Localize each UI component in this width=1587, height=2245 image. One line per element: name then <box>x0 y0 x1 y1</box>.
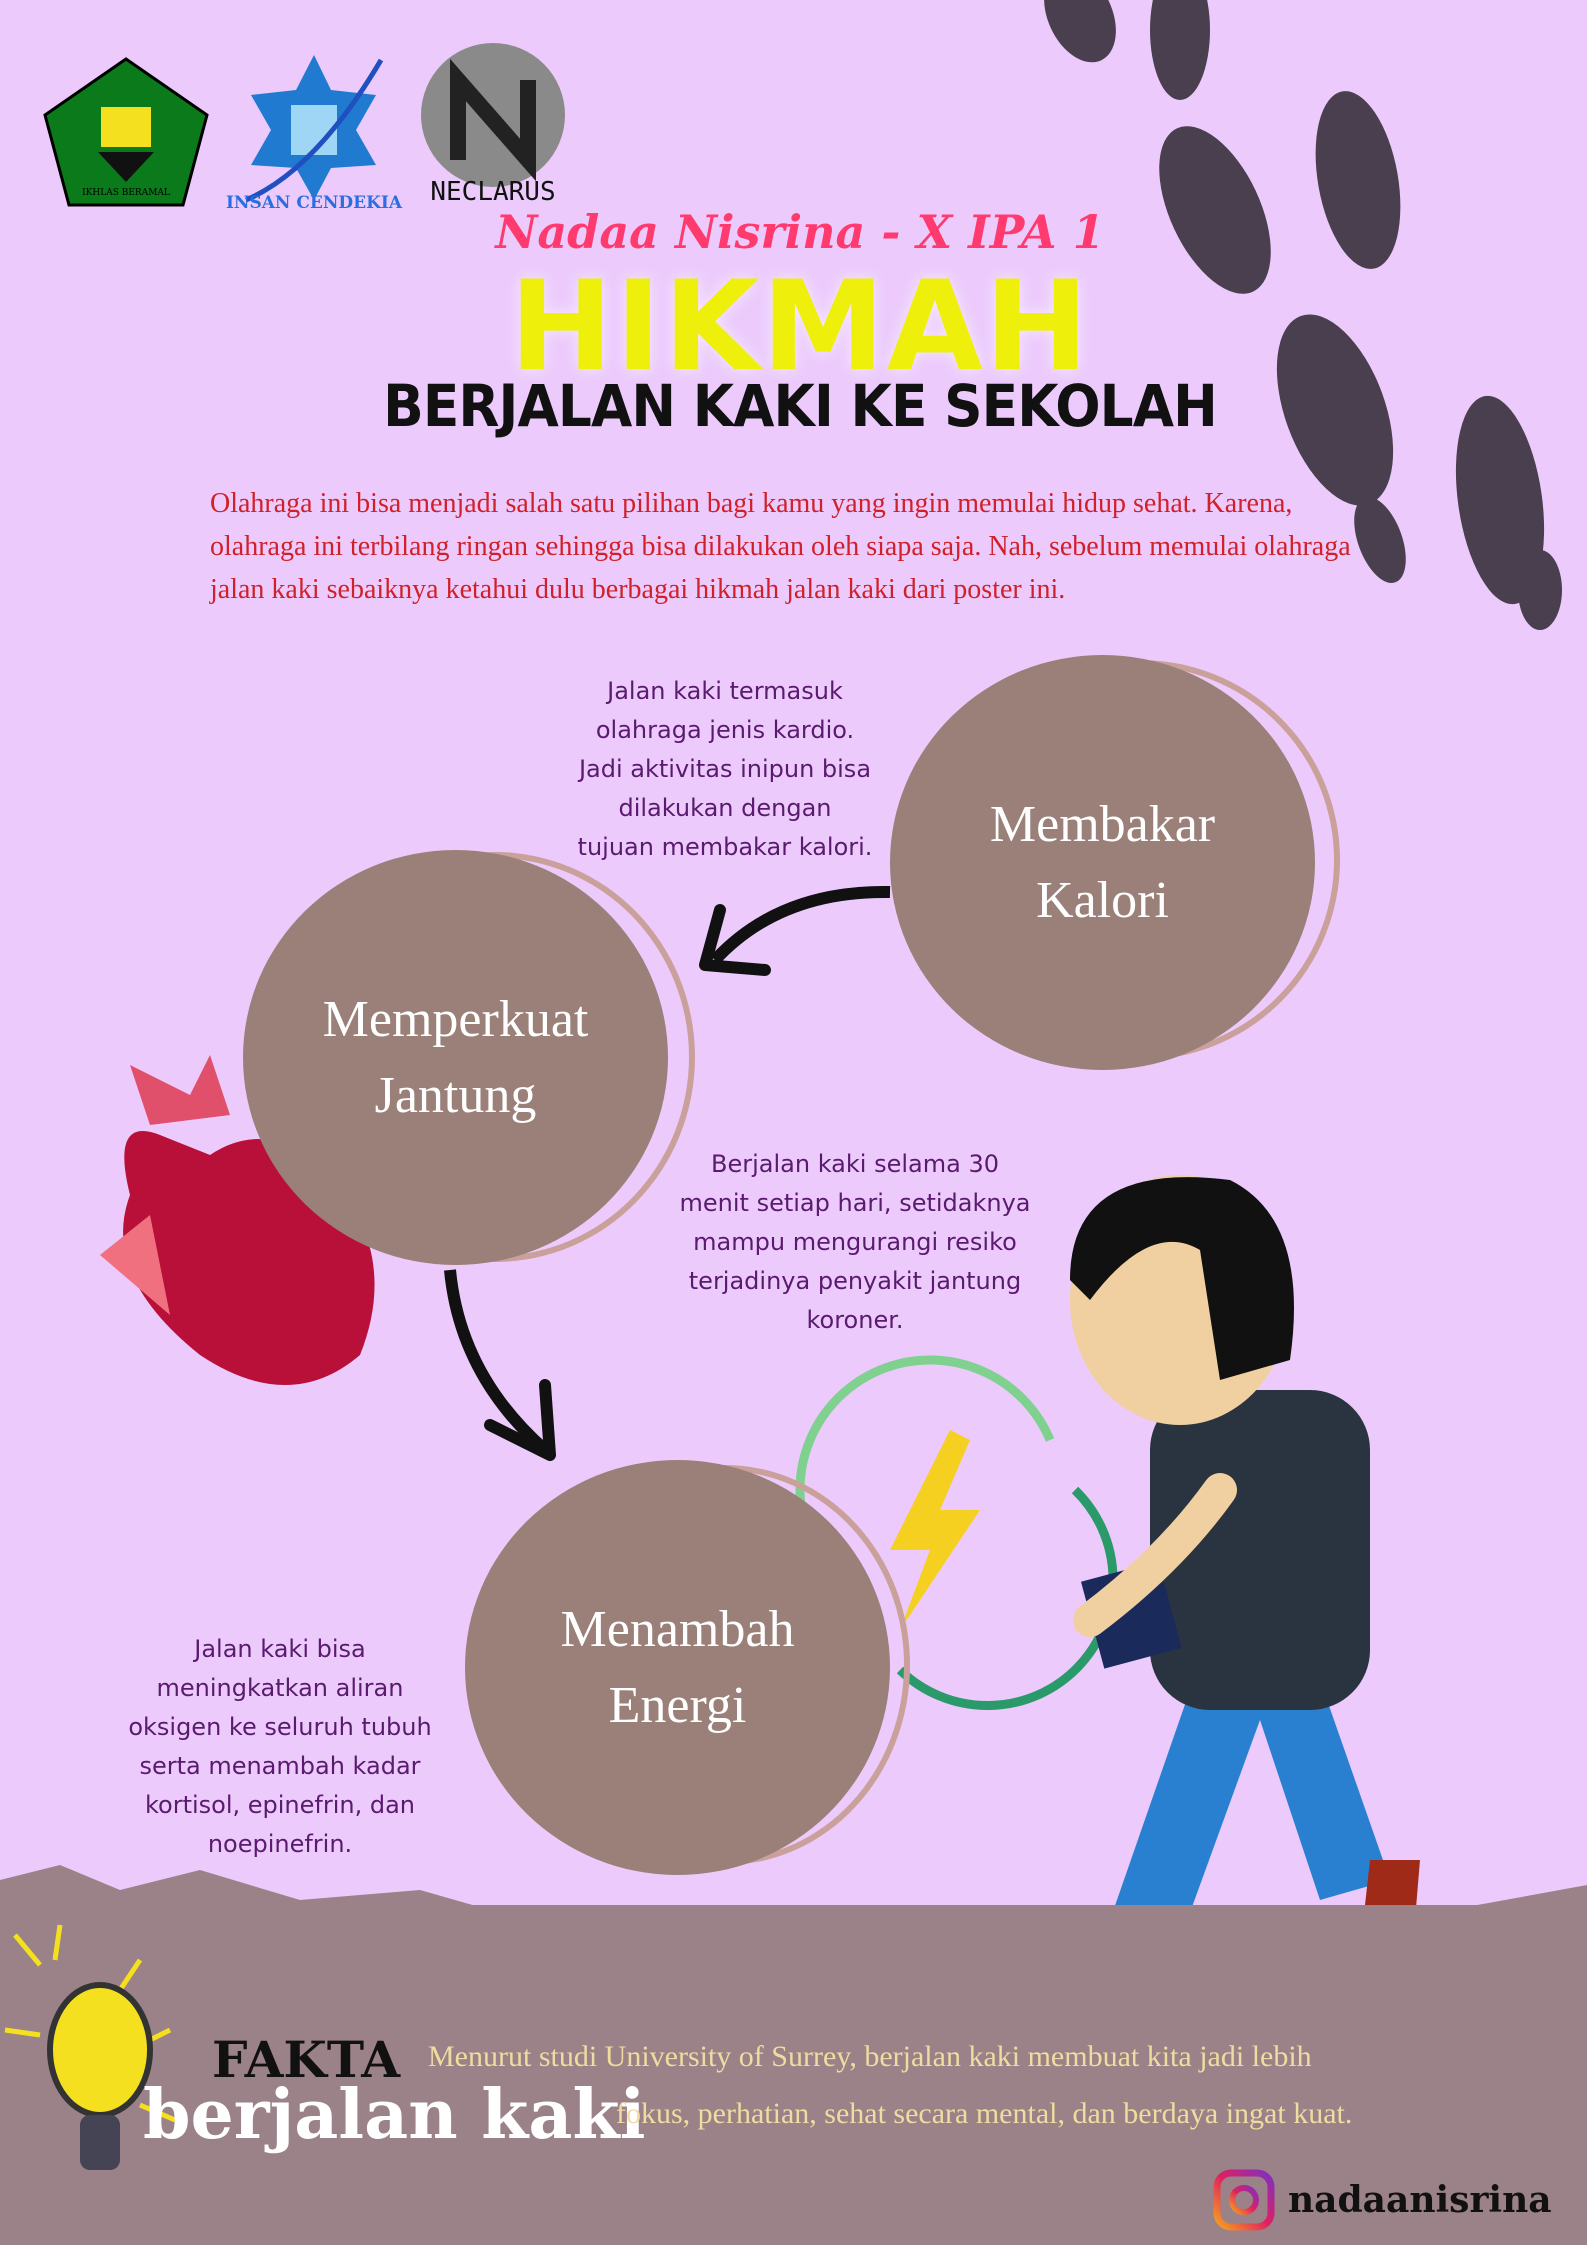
note-line: Jalan kaki bisa <box>194 1635 366 1663</box>
kemenag-logo <box>43 57 209 207</box>
benefit-menambah-energi <box>465 1460 890 1875</box>
benefit-title: Membakar <box>989 795 1216 853</box>
benefit-title: Energi <box>608 1676 747 1734</box>
instagram-username: nadaanisrina <box>1288 2179 1552 2221</box>
note-line: mampu mengurangi resiko <box>693 1228 1017 1256</box>
arrow-left-icon <box>690 870 900 980</box>
benefit-title: Memperkuat <box>322 990 589 1048</box>
author-name: Nadaa Nisrina - X IPA 1 <box>495 205 1105 259</box>
heart-note <box>650 1145 1060 1340</box>
note-line: Jadi aktivitas inipun bisa <box>578 755 872 783</box>
energy-note <box>100 1630 460 1864</box>
arrow-down-icon <box>440 1265 570 1465</box>
note-line: dilakukan dengan <box>618 794 832 822</box>
fact-line: Menurut studi University of Surrey, berjalan kaki membuat kita jadi lebih <box>428 2040 1312 2073</box>
note-line: meningkatkan aliran <box>156 1674 404 1702</box>
note-line: olahraga jenis kardio. <box>595 716 855 744</box>
note-line: Jalan kaki termasuk <box>607 677 843 705</box>
benefit-membakar-kalori <box>890 655 1315 1070</box>
fact-label: FAKTA <box>212 2030 401 2089</box>
note-line: menit setiap hari, setidaknya <box>679 1189 1031 1217</box>
instagram-handle[interactable] <box>1214 2170 1552 2230</box>
benefit-title: Jantung <box>374 1066 537 1124</box>
benefit-memperkuat-jantung <box>243 850 668 1265</box>
walking-student-illustration <box>1030 1160 1450 1980</box>
instagram-icon <box>1214 2170 1274 2230</box>
page-title: HIKMAH <box>509 255 1091 399</box>
svg-text:IKHLAS BERAMAL: IKHLAS BERAMAL <box>82 188 170 198</box>
svg-text:INSAN CENDEKIA: INSAN CENDEKIA <box>225 193 403 213</box>
torn-paper-edge <box>0 1860 1587 1930</box>
note-line: kortisol, epinefrin, dan <box>144 1791 416 1819</box>
page-subtitle: BERJALAN KAKI KE SEKOLAH <box>383 372 1217 440</box>
neclarus-logo <box>408 40 578 210</box>
benefit-title: Kalori <box>1036 871 1169 929</box>
intro-paragraph: Olahraga ini bisa menjadi salah satu pilihan bagi kamu yang ingin memulai hidup sehat. Karena, olahraga ini terbilang ringan sehingga bisa dilakukan oleh siapa saja. Nah, sebelum memulai olahraga jalan kaki sebaiknya ketahui dulu berbagai hikmah jalan kaki dari poster ini. <box>210 488 1351 605</box>
fact-line: fokus, perhatian, sehat secara mental, dan berdaya ingat kuat. <box>616 2097 1353 2130</box>
benefit-title: Menambah <box>560 1600 795 1658</box>
calorie-note <box>540 672 910 867</box>
note-line: noepinefrin. <box>207 1830 353 1858</box>
fact-label-sub: berjalan kaki <box>143 2075 646 2155</box>
note-line: Berjalan kaki selama 30 <box>711 1150 999 1178</box>
svg-text:NECLARUS: NECLARUS <box>430 177 556 207</box>
note-line: serta menambah kadar <box>139 1752 421 1780</box>
note-line: oksigen ke seluruh tubuh <box>128 1713 432 1741</box>
note-line: tujuan membakar kalori. <box>577 833 873 861</box>
note-line: koroner. <box>806 1306 904 1334</box>
insan-cendekia-logo <box>225 50 403 213</box>
note-line: terjadinya penyakit jantung <box>688 1267 1022 1295</box>
